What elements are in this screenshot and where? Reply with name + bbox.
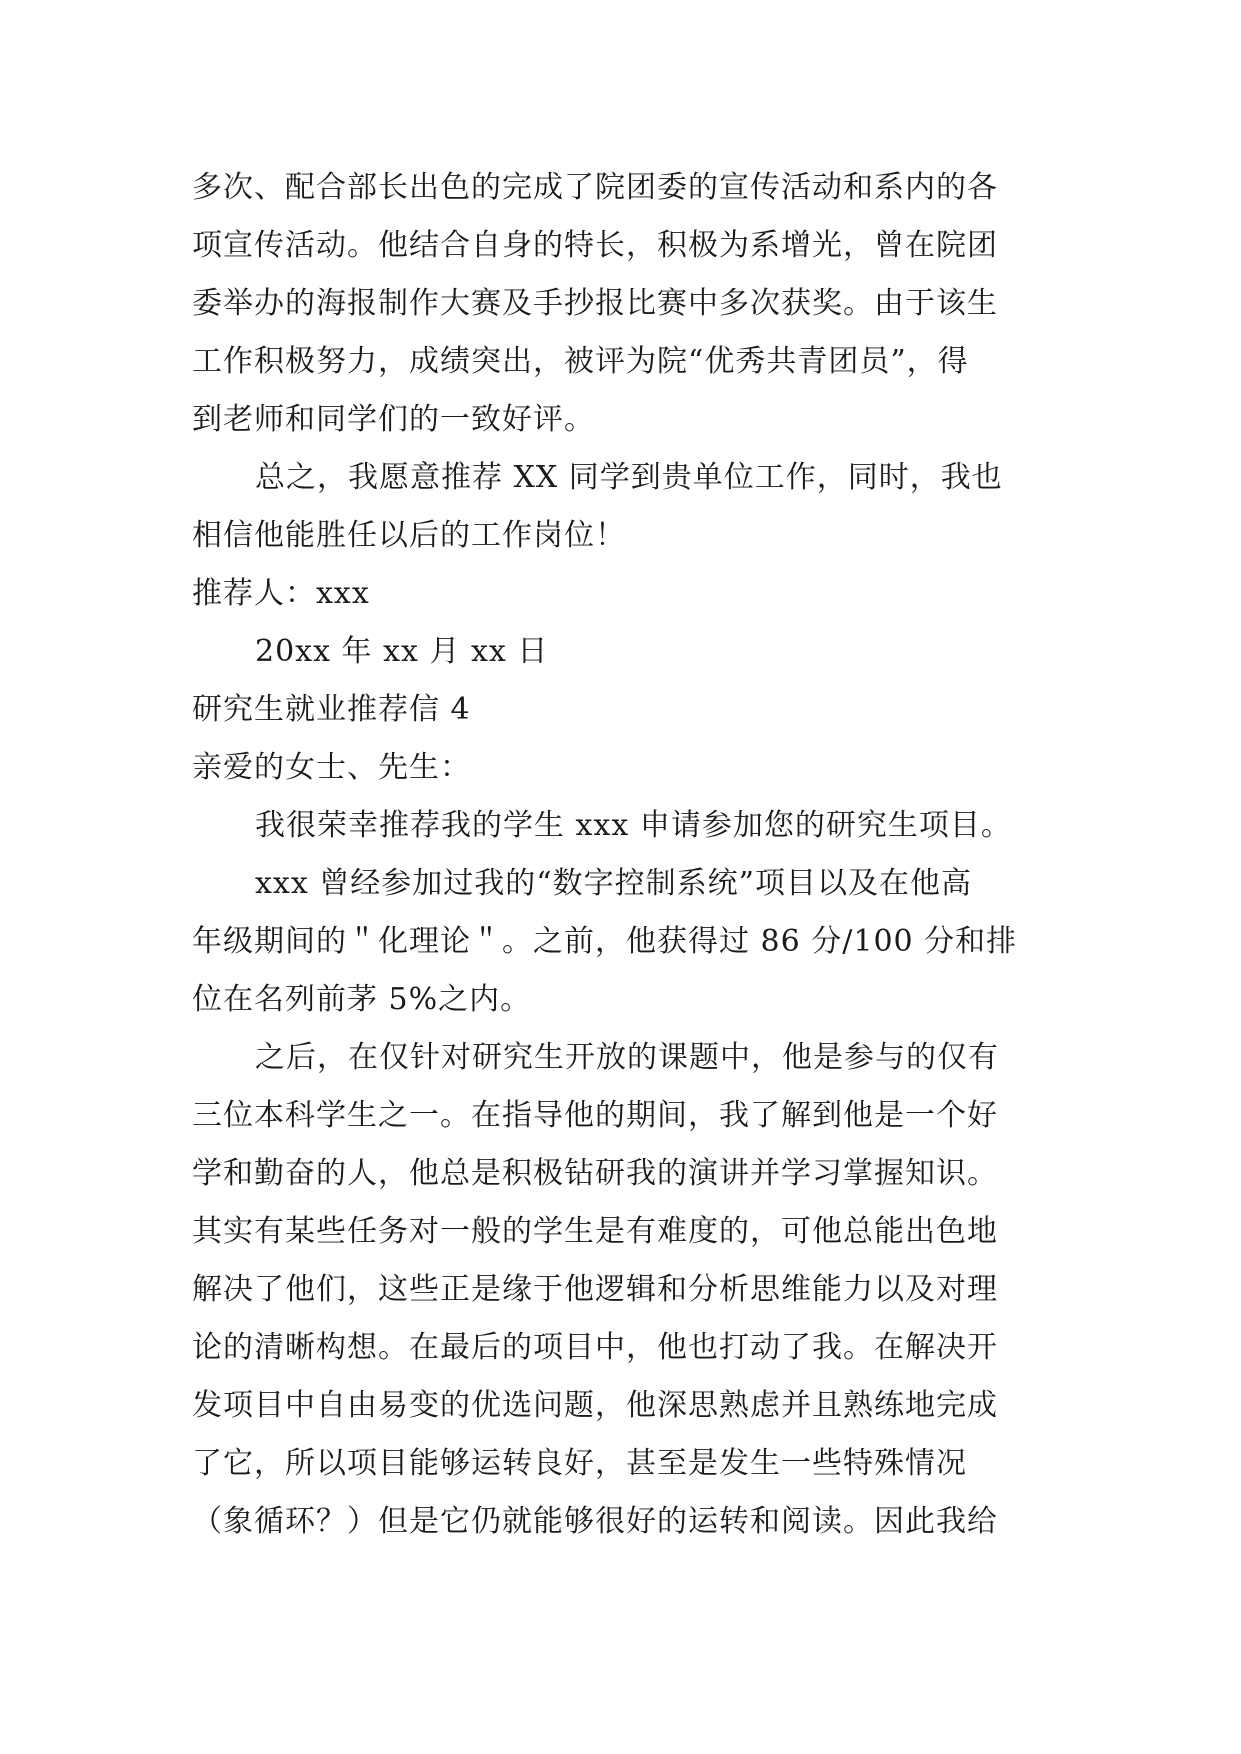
text-line: 总之，我愿意推荐 XX 同学到贵单位工作，同时，我也 (255, 460, 1003, 495)
text-line: 三位本科学生之一。在指导他的期间，我了解到他是一个好 (192, 1098, 998, 1133)
text-line: 多次、配合部长出色的完成了院团委的宣传活动和系内的各 (192, 170, 998, 205)
text-line: 其实有某些任务对一般的学生是有难度的，可他总能出色地 (192, 1214, 998, 1249)
text-line: 学和勤奋的人，他总是积极钻研我的演讲并学习掌握知识。 (192, 1156, 998, 1191)
text-line: 之后，在仅针对研究生开放的课题中，他是参与的仅有 (255, 1040, 999, 1075)
text-line: 项宣传活动。他结合自身的特长，积极为系增光，曾在院团 (192, 228, 998, 263)
text-line: xxx 曾经参加过我的“数字控制系统”项目以及在他高 (255, 866, 972, 901)
text-line: 解决了他们，这些正是缘于他逻辑和分析思维能力以及对理 (192, 1272, 998, 1307)
text-line: 工作积极努力，成绩突出，被评为院“优秀共青团员”，得 (192, 344, 969, 379)
text-line: 到老师和同学们的一致好评。 (192, 402, 595, 437)
text-line: 相信他能胜任以后的工作岗位！ (192, 518, 626, 553)
salutation: 亲爱的女士、先生： (192, 750, 471, 785)
text-line: 位在名列前茅 5%之内。 (192, 982, 532, 1017)
date-line: 20xx 年 xx 月 xx 日 (255, 634, 549, 669)
text-line: 委举办的海报制作大赛及手抄报比赛中多次获奖。由于该生 (192, 286, 998, 321)
recommender-line: 推荐人：xxx (192, 576, 370, 611)
text-line: （象循环？）但是它仍就能够很好的运转和阅读。因此我给 (192, 1504, 998, 1539)
text-line: 论的清晰构想。在最后的项目中，他也打动了我。在解决开 (192, 1330, 998, 1365)
section-title: 研究生就业推荐信 4 (192, 692, 471, 727)
text-line: 年级期间的＂化理论＂。之前，他获得过 86 分/100 分和排 (192, 924, 1018, 959)
text-line: 我很荣幸推荐我的学生 xxx 申请参加您的研究生项目。 (255, 808, 1012, 843)
text-line: 了它，所以项目能够运转良好，甚至是发生一些特殊情况 (192, 1446, 967, 1481)
text-line: 发项目中自由易变的优选问题，他深思熟虑并且熟练地完成 (192, 1388, 998, 1423)
